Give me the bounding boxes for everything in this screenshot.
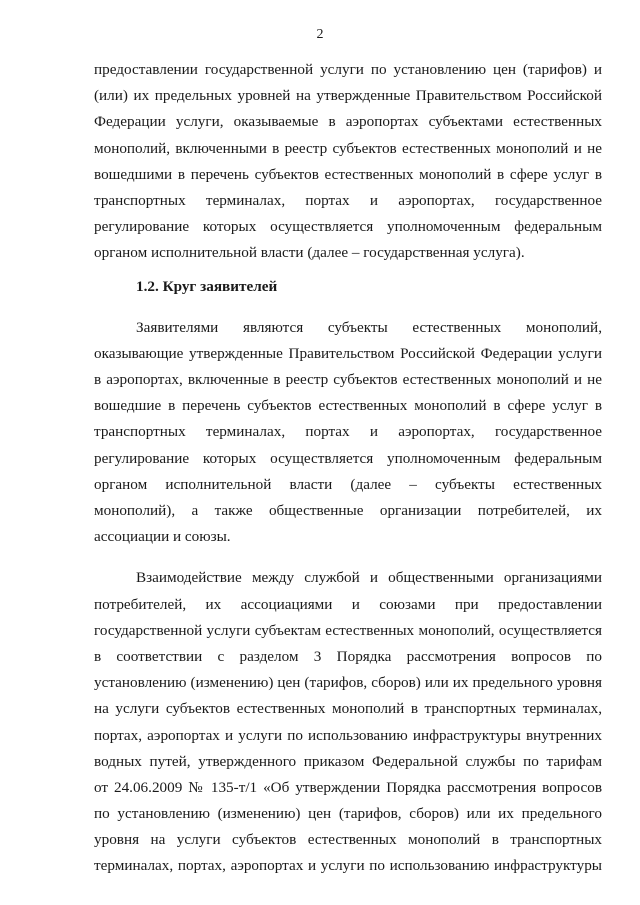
text-line: государственной услуги субъектам естественных монополий, осуществляется	[94, 621, 602, 639]
applicants-paragraph	[94, 315, 602, 551]
text-line: монополий), а также общественные организации потребителей, их	[94, 502, 602, 519]
text-line: потребителей, их ассоциациями и союзами при предоставлении	[94, 595, 602, 613]
text-line: установлению (изменению) цен (тарифов, сборов) или их предельного уровня	[94, 674, 602, 692]
text-line: портах, аэропортах и услуги по использованию инфраструктуры внутренних	[94, 726, 602, 744]
text-line: органом исполнительной власти (далее – государственная услуга).	[94, 244, 525, 262]
text-line: уровня на услуги субъектов естественных монополий в транспортных	[94, 831, 602, 849]
text-line: органом исполнительной власти (далее – субъекты естественных	[94, 475, 602, 493]
text-line: вошедшие в перечень субъектов естественных монополий в сфере услуг в	[94, 397, 602, 415]
text-line: Заявителями являются субъекты естественных монополий,	[136, 318, 602, 336]
text-line: Взаимодействие между службой и общественными организациями	[136, 569, 602, 587]
text-line: водных путей, утвержденного приказом Федеральной службы по тарифам	[94, 752, 602, 770]
text-line: от 24.06.2009 № 135-т/1 «Об утверждении Порядка рассмотрения вопросов	[94, 778, 602, 796]
text-line: предоставлении государственной услуги по установлению цен (тарифов) и	[94, 61, 602, 78]
document-body	[94, 57, 602, 880]
text-line: транспортных терминалах, портах и аэропортах, государственное	[94, 423, 602, 441]
text-line: ассоциации и союзы.	[94, 528, 231, 546]
text-line: (или) их предельных уровней на утвержденные Правительством Российской	[94, 87, 602, 105]
text-line: оказывающие утвержденные Правительством Российской Федерации услуги	[94, 344, 602, 362]
text-line: монополий, включенными в реестр субъектов естественных монополий и не	[94, 139, 602, 157]
page-number: 2	[316, 27, 324, 42]
text-line: вошедшими в перечень субъектов естественных монополий в сфере услуг в	[94, 165, 602, 183]
interaction-paragraph	[94, 565, 602, 879]
section-heading: 1.2. Круг заявителей	[136, 277, 278, 295]
text-line: регулирование которых осуществляется уполномоченным федеральным	[94, 218, 602, 236]
text-line: Федерации услуги, оказываемые в аэропортах субъектами естественных	[94, 113, 602, 131]
text-line: транспортных терминалах, портах и аэропортах, государственное	[94, 191, 602, 209]
text-line: по установлению (изменению) цен (тарифов, сборов) или их предельного	[94, 805, 602, 823]
intro-paragraph	[94, 57, 602, 267]
text-line: на услуги субъектов естественных монополий в транспортных терминалах,	[94, 700, 602, 718]
text-line: в соответствии с разделом 3 Порядка рассмотрения вопросов по	[94, 647, 602, 665]
text-line: регулирование которых осуществляется уполномоченным федеральным	[94, 449, 602, 467]
text-line: терминалах, портах, аэропортах и услуги по использованию инфраструктуры	[94, 857, 602, 875]
text-line: в аэропортах, включенные в реестр субъектов естественных монополий и не	[94, 371, 602, 389]
